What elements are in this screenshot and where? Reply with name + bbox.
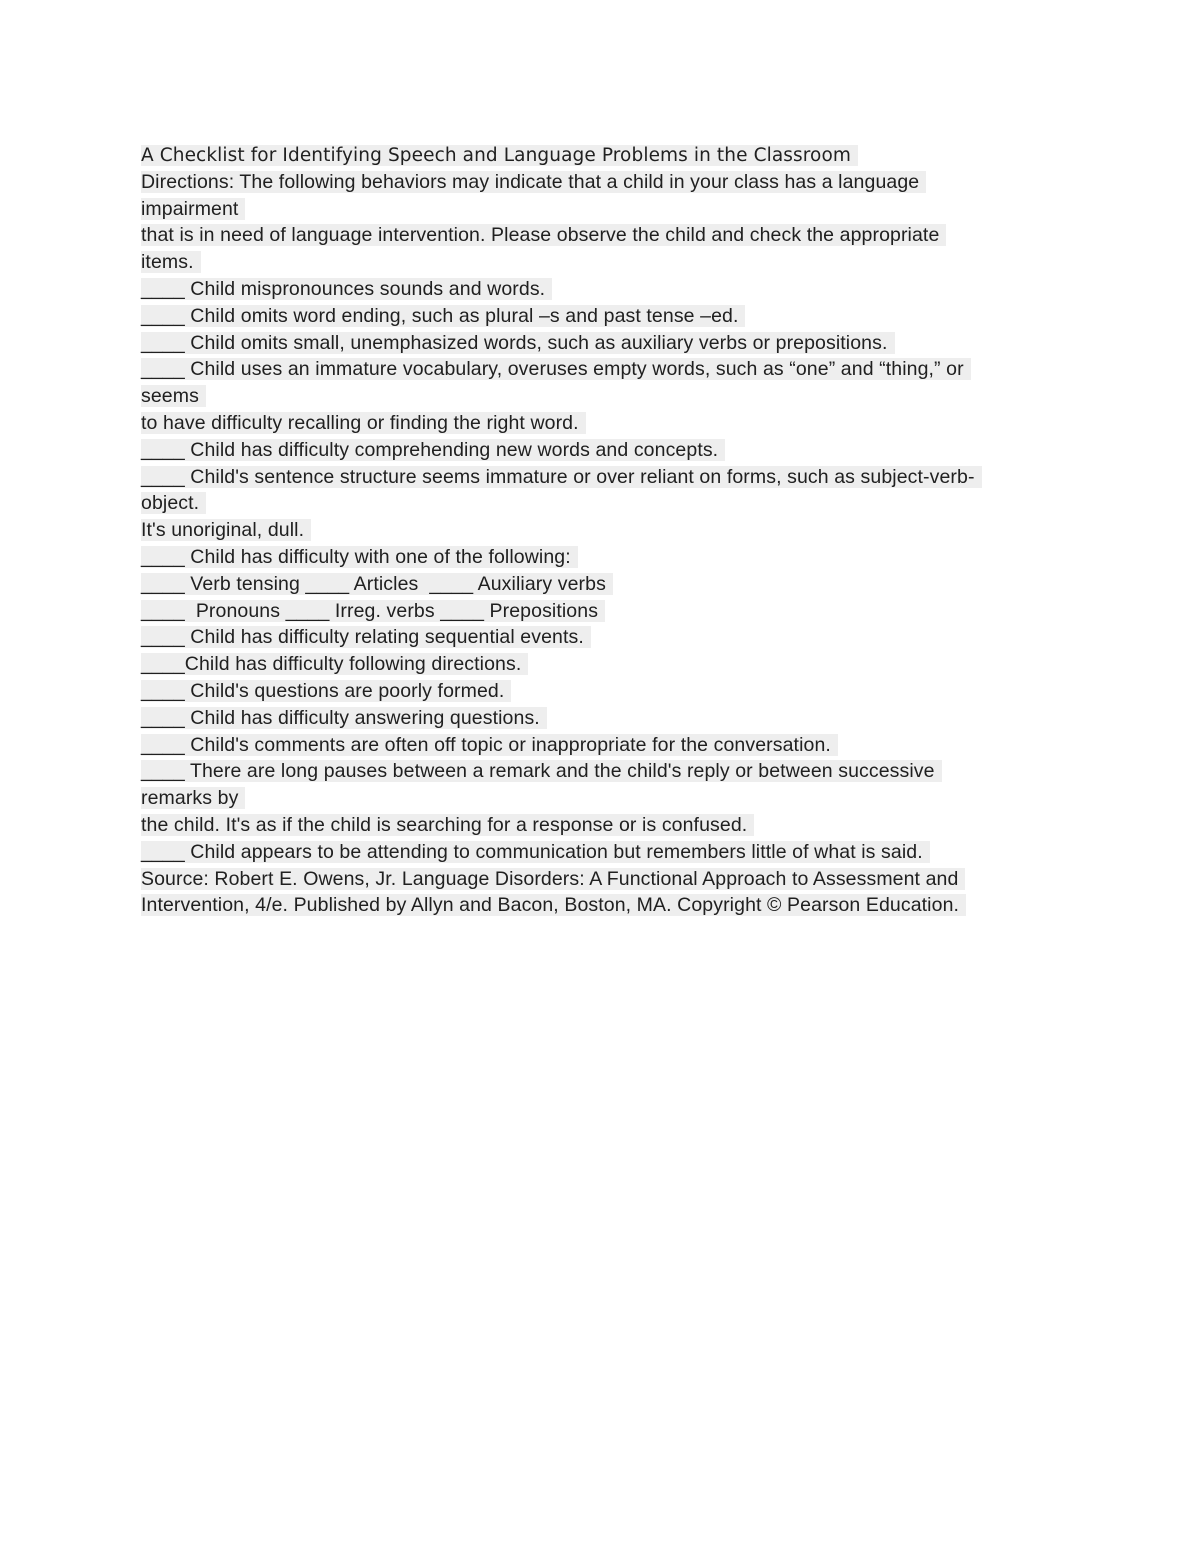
checklist-item (141, 303, 1071, 330)
text-line: seems (141, 385, 206, 407)
checklist-item-continuation (141, 785, 1071, 812)
text-line: ____ There are long pauses between a remark and the child's reply or between successive (141, 760, 942, 782)
text-line: ____ Child's questions are poorly formed. (141, 680, 511, 702)
text-line: It's unoriginal, dull. (141, 519, 311, 541)
checklist-item-continuation (141, 812, 1071, 839)
text-line: ____ Child has difficulty comprehending new words and concepts. (141, 439, 725, 461)
directions-line (141, 249, 1071, 276)
checklist-item (141, 356, 1071, 383)
checklist-item (141, 651, 1071, 678)
text-line: items. (141, 251, 201, 273)
checklist-item (141, 732, 1071, 759)
source-citation (141, 866, 1071, 893)
text-line: ____ Child's comments are often off topic or inappropriate for the conversation. (141, 734, 838, 756)
text-line: ____ Child uses an immature vocabulary, overuses empty words, such as “one” and “thing,” or (141, 358, 971, 380)
checklist-subitems (141, 598, 1071, 625)
text-line: ____ Child omits word ending, such as plural –s and past tense –ed. (141, 305, 745, 327)
text-line: ____ Pronouns ____ Irreg. verbs ____ Prepositions (141, 600, 605, 622)
text-line: ____ Verb tensing ____ Articles ____ Auxiliary verbs (141, 573, 613, 595)
checklist-item-continuation (141, 383, 1071, 410)
text-line: remarks by (141, 787, 245, 809)
checklist-item (141, 705, 1071, 732)
checklist-item (141, 839, 1071, 866)
text-line: ____ Child mispronounces sounds and words. (141, 278, 552, 300)
document-body (141, 142, 1071, 919)
text-line: Directions: The following behaviors may indicate that a child in your class has a language (141, 171, 926, 193)
directions-line (141, 196, 1071, 223)
text-line: the child. It's as if the child is searching for a response or is confused. (141, 814, 754, 836)
text-line: ____ Child has difficulty answering questions. (141, 707, 547, 729)
text-line: Intervention, 4/e. Published by Allyn and Bacon, Boston, MA. Copyright © Pearson Education. (141, 894, 966, 916)
directions-line (141, 222, 1071, 249)
checklist-item (141, 624, 1071, 651)
text-line: impairment (141, 198, 245, 220)
text-line: object. (141, 492, 206, 514)
directions-line (141, 169, 1071, 196)
checklist-item-continuation (141, 410, 1071, 437)
checklist-item (141, 758, 1071, 785)
checklist-item (141, 544, 1071, 571)
text-line: ____ Child has difficulty with one of the following: (141, 546, 578, 568)
text-line: ____ Child appears to be attending to communication but remembers little of what is said. (141, 841, 930, 863)
checklist-item (141, 464, 1071, 491)
source-citation (141, 892, 1071, 919)
checklist-item (141, 437, 1071, 464)
text-line: ____ Child has difficulty relating sequential events. (141, 626, 591, 648)
checklist-subitems (141, 571, 1071, 598)
text-line: ____Child has difficulty following directions. (141, 653, 528, 675)
text-line: to have difficulty recalling or finding the right word. (141, 412, 586, 434)
text-line: Source: Robert E. Owens, Jr. Language Disorders: A Functional Approach to Assessment and (141, 868, 965, 890)
document-title: A Checklist for Identifying Speech and Language Problems in the Classroom (141, 145, 858, 166)
checklist-item (141, 678, 1071, 705)
checklist-item-continuation (141, 517, 1071, 544)
checklist-item (141, 330, 1071, 357)
document-title-line (141, 142, 1071, 169)
checklist-item-continuation (141, 490, 1071, 517)
text-line: ____ Child omits small, unemphasized words, such as auxiliary verbs or prepositions. (141, 332, 895, 354)
text-line: ____ Child's sentence structure seems immature or over reliant on forms, such as subject-verb- (141, 466, 982, 488)
text-line: that is in need of language intervention. Please observe the child and check the appropriate (141, 224, 946, 246)
checklist-item (141, 276, 1071, 303)
